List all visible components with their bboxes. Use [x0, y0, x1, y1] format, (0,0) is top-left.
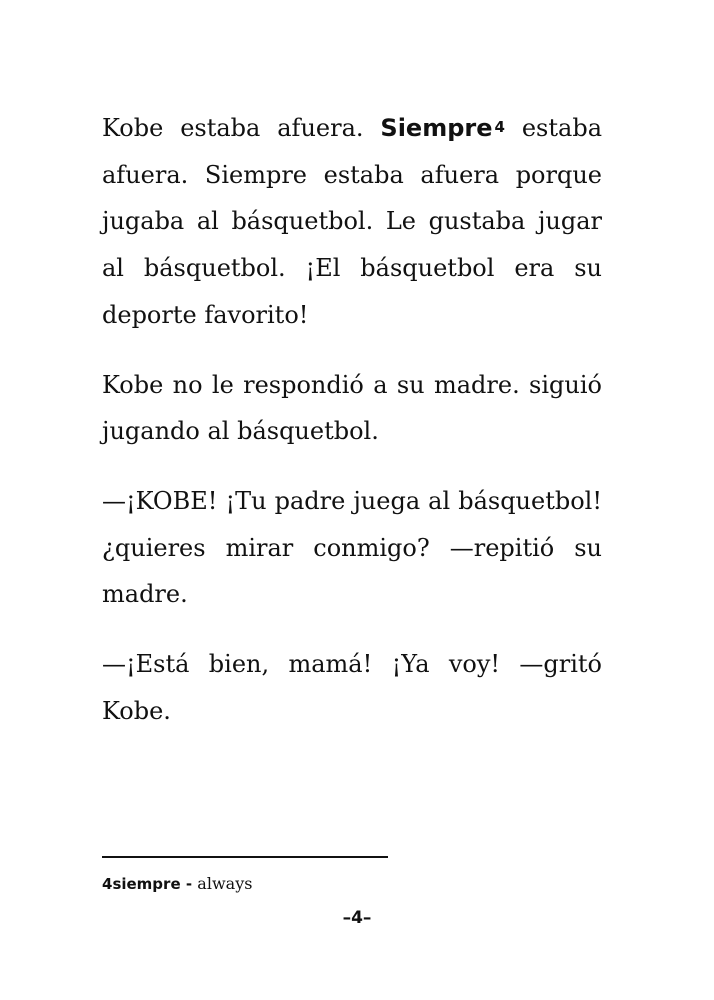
paragraph-4: —¡Está bien, mamá! ¡Ya voy! —gritó Kobe.: [102, 650, 602, 725]
footnote: [102, 874, 252, 894]
paragraph-1-text-start: Kobe estaba afuera.: [102, 114, 381, 142]
footnote-number: 4: [102, 875, 113, 893]
paragraph-3: —¡KOBE! ¡Tu padre juega al básquetbol! ¿quieres mirar conmigo? —repitió su madre.: [102, 486, 602, 609]
vocabulary-word: Siempre: [380, 114, 493, 142]
paragraph-1: [102, 104, 602, 339]
footnote-term: siempre: [112, 875, 181, 893]
page-number: –4–: [342, 908, 372, 928]
paragraph-2: Kobe no le respondió a su madre. siguió jugando al básquetbol.: [102, 370, 602, 446]
footnote-reference: 4: [494, 118, 505, 136]
footnote-divider: [102, 856, 388, 858]
footnote-separator: -: [180, 875, 198, 893]
paragraph-1-text-end: estaba afuera. Siempre estaba afuera porque jugaba al básquetbol. Le gustaba jugar al básquetbol. ¡El básquetbol era su deporte favorito!: [102, 114, 602, 329]
footnote-definition: always: [197, 874, 253, 893]
story-text: [102, 104, 602, 757]
